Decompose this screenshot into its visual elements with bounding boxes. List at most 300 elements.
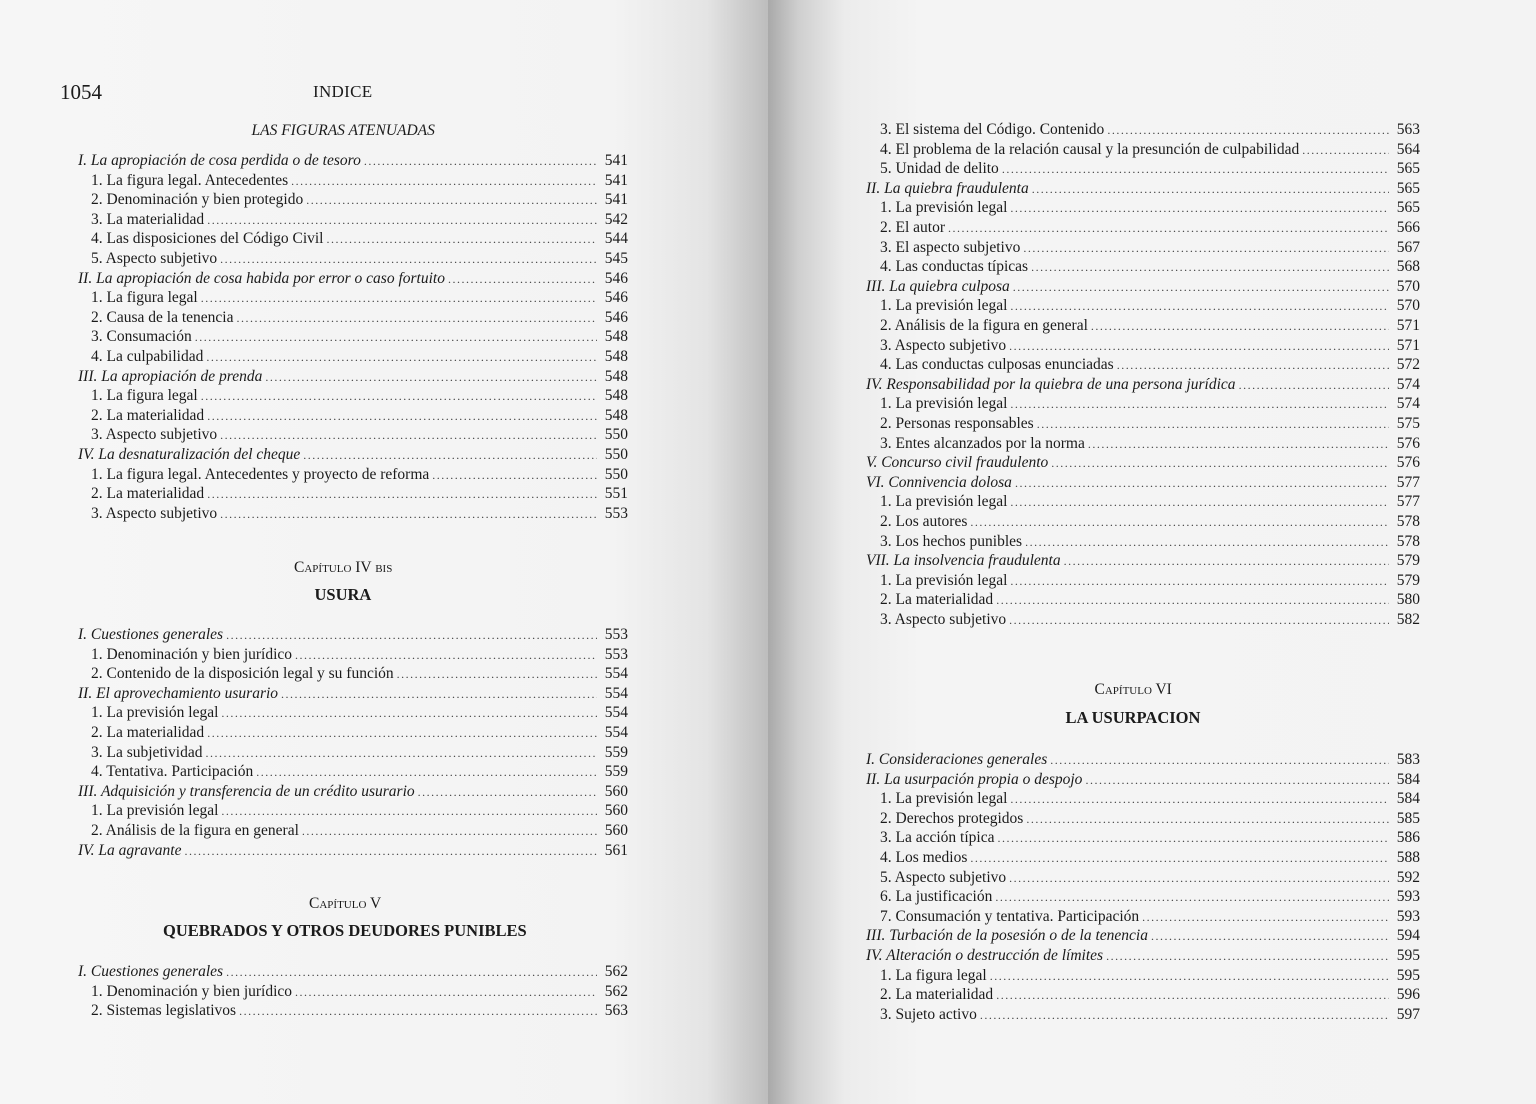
- chapter-title: LA USURPACION: [1065, 708, 1201, 727]
- toc-entry: [91, 821, 628, 841]
- dot-leader: [1010, 395, 1389, 415]
- dot-leader: [397, 665, 597, 685]
- entry-page-number: 567: [1396, 238, 1420, 256]
- dot-leader: [990, 967, 1389, 987]
- toc-heading-entry: [866, 277, 1420, 297]
- toc-heading-entry: [866, 453, 1420, 473]
- dot-leader: [448, 270, 597, 290]
- entry-page-number: 546: [604, 269, 628, 287]
- dot-leader: [1013, 278, 1389, 298]
- dot-leader: [1051, 454, 1389, 474]
- dot-leader: [1009, 337, 1389, 357]
- entry-title: II. La apropiación de cosa habida por error o caso fortuito: [78, 269, 445, 287]
- toc-entry: [880, 512, 1420, 532]
- entry-title: 3. El sistema del Código. Contenido: [880, 121, 1105, 138]
- running-head: INDICE: [313, 82, 373, 101]
- entry-title: 1. La previsión legal: [91, 704, 219, 722]
- entry-page-number: 565: [1396, 199, 1420, 217]
- entry-title: III. La quiebra culposa: [866, 277, 1010, 295]
- entry-page-number: 582: [1396, 611, 1420, 628]
- entry-page-number: 560: [604, 782, 628, 800]
- entry-title: VI. Connivencia dolosa: [866, 473, 1012, 491]
- dot-leader: [221, 704, 597, 724]
- entry-title: III. Adquisición y transferencia de un crédito usurario: [78, 782, 415, 800]
- entry-page-number: 575: [1396, 415, 1420, 432]
- entry-page-number: 593: [1396, 888, 1420, 906]
- entry-page-number: 548: [604, 387, 628, 405]
- entry-page-number: 574: [1396, 375, 1420, 393]
- entry-page-number: 568: [1396, 258, 1420, 276]
- toc-entry: [880, 394, 1420, 414]
- toc-entry: [91, 190, 628, 210]
- entry-title: 1. La previsión legal: [880, 493, 1008, 511]
- dot-leader: [206, 348, 597, 368]
- entry-page-number: 562: [604, 963, 628, 980]
- toc-heading-entry: [78, 151, 628, 171]
- dot-leader: [1037, 415, 1389, 435]
- entry-page-number: 583: [1396, 751, 1420, 768]
- dot-leader: [207, 485, 597, 505]
- dot-leader: [265, 368, 597, 388]
- entry-title: 6. La justificación: [880, 888, 993, 906]
- toc-entry: [880, 848, 1420, 868]
- chapter-label-text: Capítulo IV bis: [294, 559, 393, 576]
- toc-entry: [91, 171, 628, 191]
- toc-entry: [880, 868, 1420, 888]
- entry-page-number: 584: [1396, 770, 1420, 788]
- entry-title: 1. La figura legal: [880, 966, 987, 984]
- toc-entry: [91, 229, 628, 249]
- toc-entry: [91, 249, 628, 269]
- entry-page-number: 546: [604, 308, 628, 326]
- entry-title: 4. La culpabilidad: [91, 348, 204, 365]
- entry-title: 2. Personas responsables: [880, 415, 1034, 432]
- entry-title: 4. Las conductas típicas: [880, 258, 1029, 276]
- chapter-title: QUEBRADOS Y OTROS DEUDORES PUNIBLES: [163, 921, 527, 940]
- toc-entry: [880, 120, 1420, 140]
- entry-title: 1. La figura legal. Antecedentes: [91, 171, 289, 189]
- entry-title: 4. El problema de la relación causal y la presunción de culpabilidad: [880, 140, 1300, 158]
- dot-leader: [306, 191, 597, 211]
- entry-page-number: 595: [1396, 966, 1420, 984]
- dot-leader: [256, 763, 597, 783]
- entry-title: 3. Aspecto subjetivo: [91, 426, 218, 444]
- entry-page-number: 548: [604, 406, 628, 424]
- entry-title: 1. La previsión legal: [880, 297, 1008, 315]
- dot-leader: [418, 783, 597, 803]
- toc-heading-entry: [78, 782, 628, 802]
- dot-leader: [1010, 199, 1389, 219]
- toc-entry: [91, 743, 628, 763]
- toc-entry: [880, 532, 1420, 552]
- entry-page-number: 553: [604, 626, 628, 643]
- toc-entry: [880, 966, 1420, 986]
- toc-entry: [91, 982, 628, 1002]
- toc-entry: [91, 645, 628, 665]
- entry-title: 1. La figura legal: [91, 387, 198, 405]
- entry-title: 3. Sujeto activo: [880, 1005, 977, 1023]
- entry-page-number: 544: [604, 230, 628, 248]
- entry-title: 2. Derechos protegidos: [880, 809, 1024, 827]
- entry-page-number: 554: [604, 724, 628, 741]
- chapter-label: [294, 559, 392, 577]
- toc-heading-entry: [78, 962, 628, 982]
- toc-entry: [91, 504, 628, 524]
- entry-title: II. La quiebra fraudulenta: [866, 179, 1029, 197]
- entry-page-number: 576: [1396, 434, 1420, 452]
- entry-page-number: 545: [604, 250, 628, 267]
- entry-title: 4. Las disposiciones del Código Civil: [91, 230, 324, 248]
- toc-entry: [880, 1005, 1420, 1025]
- dot-leader: [281, 685, 597, 705]
- entry-title: 1. La previsión legal: [91, 802, 219, 820]
- toc-entry: [880, 907, 1420, 927]
- entry-title: II. El aprovechamiento usurario: [78, 684, 279, 702]
- entry-page-number: 553: [604, 504, 628, 522]
- entry-page-number: 593: [1396, 907, 1420, 925]
- entry-page-number: 576: [1396, 454, 1420, 472]
- dot-leader: [1009, 869, 1389, 889]
- entry-title: IV. Responsabilidad por la quiebra de una persona jurídica: [866, 375, 1236, 393]
- entry-page-number: 554: [604, 684, 628, 702]
- dot-leader: [1010, 297, 1389, 317]
- toc-entry: [880, 257, 1420, 277]
- toc-entry: [880, 985, 1420, 1005]
- toc-entry: [880, 610, 1420, 630]
- entry-page-number: 577: [1396, 473, 1420, 491]
- dot-leader: [1085, 771, 1389, 791]
- dot-leader: [1091, 317, 1389, 337]
- dot-leader: [1032, 180, 1389, 200]
- entry-page-number: 548: [604, 367, 628, 385]
- toc-entry: [91, 406, 628, 426]
- entry-title: 2. La materialidad: [91, 406, 205, 424]
- entry-title: 2. La materialidad: [880, 591, 994, 609]
- entry-page-number: 596: [1396, 986, 1420, 1004]
- entry-page-number: 571: [1396, 317, 1420, 334]
- entry-page-number: 554: [604, 665, 628, 683]
- dot-leader: [220, 505, 597, 525]
- entry-title: 2. El autor: [880, 219, 945, 236]
- entry-page-number: 546: [604, 289, 628, 307]
- entry-title: 2. Sistemas legislativos: [91, 1002, 237, 1020]
- dot-leader: [1117, 356, 1389, 376]
- chapter-label-text: Capítulo VI: [1094, 681, 1172, 698]
- dot-leader: [201, 387, 597, 407]
- entry-title: 7. Consumación y tentativa. Participación: [880, 907, 1140, 925]
- toc-entry: [880, 828, 1420, 848]
- chapter-label: [1095, 681, 1172, 699]
- toc-entry: [880, 809, 1420, 829]
- toc-entry: [880, 336, 1420, 356]
- dot-leader: [1010, 493, 1389, 513]
- toc-entry: [880, 571, 1420, 591]
- entry-title: 1. La figura legal: [91, 289, 198, 307]
- entry-title: 3. Entes alcanzados por la norma: [880, 434, 1085, 452]
- entry-title: 1. La previsión legal: [880, 790, 1008, 808]
- right-page: [768, 0, 1536, 1104]
- dot-leader: [1009, 611, 1389, 631]
- dot-leader: [184, 842, 597, 862]
- toc-entry: [91, 1001, 628, 1021]
- dot-leader: [206, 744, 598, 764]
- dot-leader: [997, 829, 1389, 849]
- entry-title: IV. La desnaturalización del cheque: [78, 446, 301, 463]
- entry-page-number: 571: [1396, 336, 1420, 354]
- toc-heading-entry: [78, 684, 628, 704]
- entry-title: 2. Denominación y bien protegido: [91, 191, 304, 209]
- entry-page-number: 550: [604, 465, 628, 483]
- dot-leader: [1023, 239, 1389, 259]
- dot-leader: [1015, 474, 1389, 494]
- entry-page-number: 548: [604, 328, 628, 346]
- entry-page-number: 561: [604, 841, 628, 859]
- entry-page-number: 579: [1396, 552, 1420, 570]
- entry-title: 1. La figura legal. Antecedentes y proyecto de reforma: [91, 465, 430, 483]
- dot-leader: [1025, 533, 1389, 553]
- toc-heading-entry: [78, 269, 628, 289]
- entry-title: I. Consideraciones generales: [866, 751, 1048, 768]
- entry-title: III. La apropiación de prenda: [78, 367, 263, 385]
- dot-leader: [1064, 552, 1389, 572]
- entry-title: 1. La previsión legal: [880, 395, 1008, 413]
- toc-entry: [91, 664, 628, 684]
- entry-title: 5. Unidad de delito: [880, 160, 999, 178]
- entry-title: 2. Causa de la tenencia: [91, 308, 234, 326]
- entry-title: 4. Los medios: [880, 849, 968, 866]
- entry-title: 2. La materialidad: [880, 986, 994, 1004]
- entry-title: 4. Tentativa. Participación: [91, 763, 254, 781]
- entry-page-number: 553: [604, 645, 628, 663]
- entry-title: 5. Aspecto subjetivo: [91, 250, 218, 267]
- dot-leader: [970, 849, 1389, 869]
- dot-leader: [1088, 435, 1389, 455]
- dot-leader: [432, 466, 597, 486]
- toc-entry: [91, 210, 628, 230]
- entry-page-number: 541: [604, 152, 628, 169]
- dot-leader: [226, 963, 597, 983]
- toc-heading-entry: [78, 445, 628, 465]
- entry-title: 1. Denominación y bien jurídico: [91, 645, 293, 663]
- dot-leader: [1002, 160, 1389, 180]
- entry-title: I. Cuestiones generales: [78, 626, 224, 643]
- entry-title: 3. Aspecto subjetivo: [880, 611, 1007, 628]
- toc-entry: [880, 789, 1420, 809]
- toc-heading-entry: [866, 750, 1420, 770]
- dot-leader: [327, 230, 598, 250]
- toc-heading-entry: [866, 946, 1420, 966]
- entry-title: 2. Análisis de la figura en general: [91, 822, 299, 839]
- dot-leader: [1302, 141, 1389, 161]
- page-number: 1054: [60, 80, 102, 104]
- toc-entry: [880, 296, 1420, 316]
- toc-entry: [880, 414, 1420, 434]
- dot-leader: [236, 309, 597, 329]
- dot-leader: [195, 328, 597, 348]
- dot-leader: [220, 426, 597, 446]
- toc-entry: [880, 887, 1420, 907]
- chapter-title: USURA: [314, 585, 372, 604]
- entry-title: 1. La previsión legal: [880, 199, 1008, 217]
- entry-page-number: 588: [1396, 849, 1420, 866]
- toc-heading-entry: [866, 179, 1420, 199]
- entry-page-number: 579: [1396, 571, 1420, 589]
- entry-page-number: 592: [1396, 868, 1420, 886]
- toc-entry: [880, 159, 1420, 179]
- dot-leader: [239, 1002, 597, 1022]
- entry-page-number: 578: [1396, 532, 1420, 550]
- entry-page-number: 565: [1396, 160, 1420, 178]
- entry-title: 4. Las conductas culposas enunciadas: [880, 356, 1114, 374]
- entry-title: 3. Aspecto subjetivo: [880, 336, 1007, 354]
- entry-page-number: 586: [1396, 829, 1420, 847]
- entry-title: 3. La materialidad: [91, 210, 205, 228]
- entry-page-number: 548: [604, 348, 628, 365]
- entry-title: 5. Aspecto subjetivo: [880, 868, 1007, 886]
- toc-entry: [880, 140, 1420, 160]
- entry-page-number: 564: [1396, 140, 1420, 158]
- toc-entry: [91, 327, 628, 347]
- dot-leader: [207, 211, 597, 231]
- chapter-label-text: Capítulo V: [309, 895, 382, 912]
- toc-entry: [91, 386, 628, 406]
- entry-title: 1. Denominación y bien jurídico: [91, 982, 293, 1000]
- dot-leader: [291, 172, 597, 192]
- entry-page-number: 595: [1396, 947, 1420, 964]
- toc-entry: [880, 492, 1420, 512]
- chapter-label: [309, 895, 381, 913]
- entry-page-number: 542: [604, 210, 628, 228]
- entry-title: 2. La materialidad: [91, 724, 205, 741]
- entry-page-number: 594: [1396, 927, 1420, 945]
- toc-entry: [91, 723, 628, 743]
- entry-page-number: 566: [1396, 219, 1420, 236]
- dot-leader: [295, 983, 597, 1003]
- entry-page-number: 577: [1396, 493, 1420, 511]
- entry-title: 3. Consumación: [91, 328, 192, 346]
- dot-leader: [1142, 908, 1389, 928]
- entry-page-number: 574: [1396, 395, 1420, 413]
- dot-leader: [970, 513, 1389, 533]
- entry-page-number: 563: [1396, 121, 1420, 138]
- dot-leader: [302, 822, 597, 842]
- toc-entry: [880, 590, 1420, 610]
- toc-entry: [880, 355, 1420, 375]
- entry-title: 1. La previsión legal: [880, 571, 1008, 589]
- dot-leader: [207, 724, 597, 744]
- entry-page-number: 551: [604, 485, 628, 503]
- toc-entry: [880, 198, 1420, 218]
- entry-page-number: 570: [1396, 297, 1420, 315]
- toc-heading-entry: [78, 841, 628, 861]
- toc-entry: [91, 703, 628, 723]
- entry-title: 3. La acción típica: [880, 829, 995, 847]
- dot-leader: [980, 1006, 1389, 1026]
- dot-leader: [221, 802, 597, 822]
- section-title: LAS FIGURAS ATENUADAS: [251, 122, 435, 139]
- entry-title: III. Turbación de la posesión o de la tenencia: [866, 927, 1148, 945]
- dot-leader: [1106, 947, 1389, 967]
- dot-leader: [226, 626, 597, 646]
- toc-heading-entry: [866, 375, 1420, 395]
- entry-page-number: 560: [604, 822, 628, 839]
- entry-page-number: 578: [1396, 513, 1420, 530]
- toc-entry: [91, 288, 628, 308]
- entry-title: II. La usurpación propia o despojo: [866, 770, 1083, 788]
- entry-page-number: 541: [604, 171, 628, 189]
- dot-leader: [1050, 751, 1389, 771]
- entry-title: 3. Aspecto subjetivo: [91, 504, 218, 522]
- entry-page-number: 565: [1396, 179, 1420, 197]
- entry-page-number: 585: [1396, 809, 1420, 827]
- dot-leader: [295, 646, 597, 666]
- dot-leader: [220, 250, 597, 270]
- entry-title: 2. Contenido de la disposición legal y su función: [91, 665, 394, 683]
- entry-page-number: 563: [604, 1002, 628, 1020]
- entry-title: I. La apropiación de cosa perdida o de tesoro: [78, 152, 361, 169]
- entry-page-number: 550: [604, 446, 628, 463]
- toc-entry: [880, 238, 1420, 258]
- entry-title: I. Cuestiones generales: [78, 963, 224, 980]
- entry-title: VII. La insolvencia fraudulenta: [866, 552, 1061, 570]
- dot-leader: [1151, 927, 1389, 947]
- dot-leader: [1239, 376, 1389, 396]
- toc-entry: [91, 308, 628, 328]
- entry-page-number: 562: [604, 982, 628, 1000]
- toc-heading-entry: [866, 770, 1420, 790]
- entry-page-number: 584: [1396, 790, 1420, 808]
- entry-page-number: 597: [1396, 1005, 1420, 1023]
- dot-leader: [303, 446, 597, 466]
- toc-heading-entry: [866, 473, 1420, 493]
- dot-leader: [995, 888, 1389, 908]
- entry-title: 2. Los autores: [880, 513, 968, 530]
- entry-title: 3. El aspecto subjetivo: [880, 238, 1021, 256]
- toc-heading-entry: [78, 625, 628, 645]
- entry-title: 2. La materialidad: [91, 485, 205, 503]
- entry-page-number: 554: [604, 704, 628, 722]
- dot-leader: [1031, 258, 1389, 278]
- toc-entry: [880, 434, 1420, 454]
- toc-entry: [91, 484, 628, 504]
- dot-leader: [996, 986, 1389, 1006]
- entry-page-number: 541: [604, 191, 628, 209]
- entry-page-number: 560: [604, 802, 628, 820]
- toc-heading-entry: [866, 926, 1420, 946]
- dot-leader: [207, 407, 597, 427]
- toc-entry: [91, 347, 628, 367]
- toc-entry: [91, 762, 628, 782]
- toc-heading-entry: [866, 551, 1420, 571]
- dot-leader: [996, 591, 1389, 611]
- entry-title: 3. La subjetividad: [91, 743, 203, 761]
- entry-page-number: 580: [1396, 591, 1420, 609]
- toc-entry: [91, 465, 628, 485]
- entry-page-number: 559: [604, 743, 628, 761]
- toc-heading-entry: [78, 367, 628, 387]
- entry-title: IV. La agravante: [78, 841, 182, 859]
- dot-leader: [364, 152, 597, 172]
- dot-leader: [201, 289, 597, 309]
- entry-title: IV. Alteración o destrucción de límites: [866, 947, 1104, 964]
- toc-entry: [91, 425, 628, 445]
- dot-leader: [1010, 572, 1389, 592]
- toc-entry: [880, 316, 1420, 336]
- entry-page-number: 572: [1396, 356, 1420, 374]
- toc-entry: [880, 218, 1420, 238]
- entry-page-number: 559: [604, 763, 628, 781]
- entry-title: V. Concurso civil fraudulento: [866, 454, 1049, 472]
